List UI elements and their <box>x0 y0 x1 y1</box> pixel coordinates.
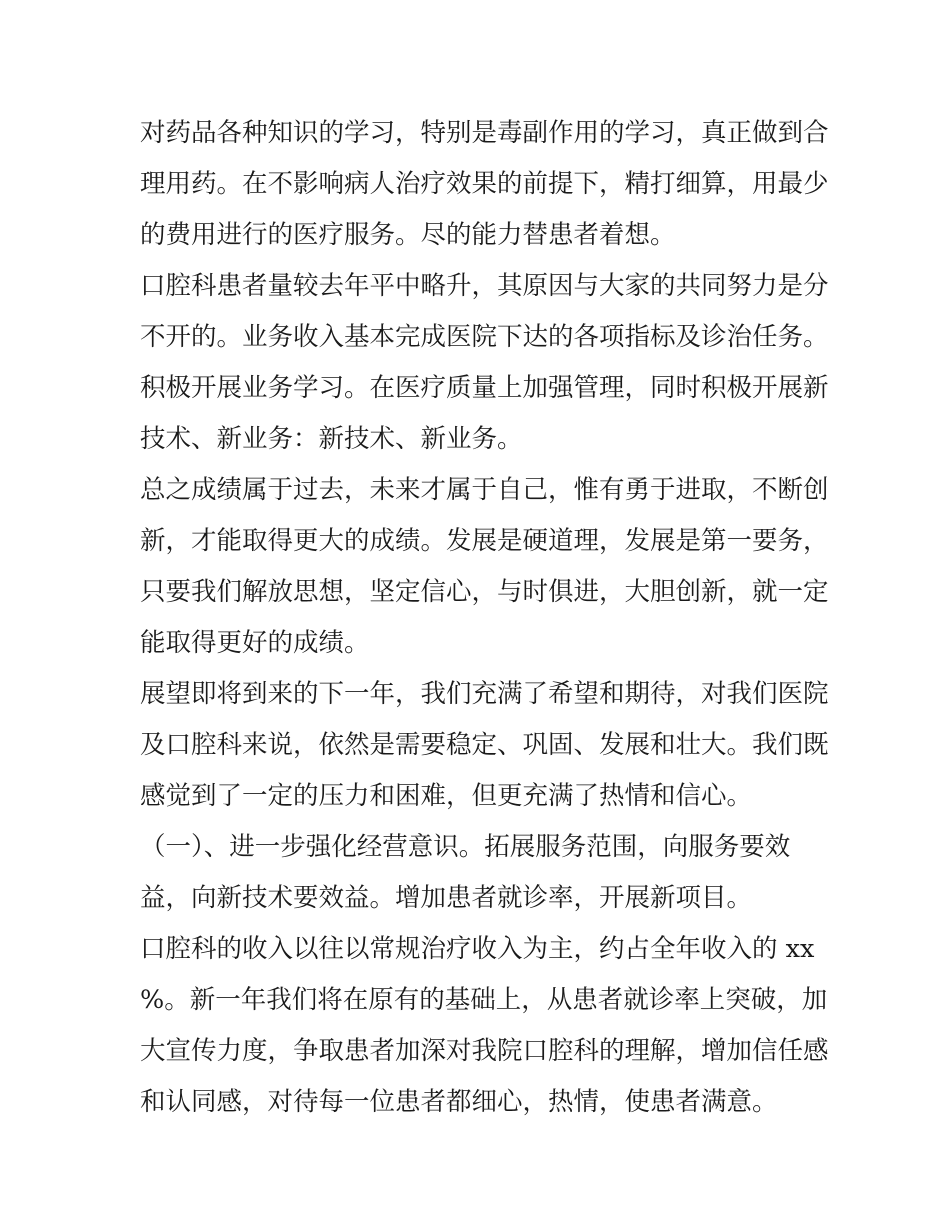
text-line: 只要我们解放思想，坚定信心，与时俱进，大胆创新，就一定 <box>140 577 829 607</box>
document-body <box>140 108 829 1128</box>
text-line: 积极开展业务学习。在医疗质量上加强管理，同时积极开展新 <box>140 373 829 403</box>
text-line: 不开的。业务收入基本完成医院下达的各项指标及诊治任务。 <box>140 322 829 352</box>
text-line: 口腔科患者量较去年平中略升，其原因与大家的共同努力是分 <box>140 271 829 301</box>
text-line: 对药品各种知识的学习，特别是毒副作用的学习，真正做到合 <box>140 118 829 148</box>
text-line: 和认同感，对待每一位患者都细心，热情，使患者满意。 <box>140 1087 778 1117</box>
text-line: 及口腔科来说，依然是需要稳定、巩固、发展和壮大。我们既 <box>140 730 829 760</box>
text-line: 感觉到了一定的压力和困难，但更充满了热情和信心。 <box>140 781 753 811</box>
text-line: （一）、进一步强化经营意识。拓展服务范围，向服务要效 <box>140 832 791 862</box>
text-line: 总之成绩属于过去，未来才属于自己，惟有勇于进取，不断创 <box>140 475 829 505</box>
text-line: 大宣传力度，争取患者加深对我院口腔科的理解，增加信任感 <box>140 1036 829 1066</box>
text-line: 展望即将到来的下一年，我们充满了希望和期待，对我们医院 <box>140 679 829 709</box>
text-line: 技术、新业务：新技术、新业务。 <box>140 424 523 454</box>
text-line: 理用药。在不影响病人治疗效果的前提下，精打细算，用最少 <box>140 169 829 199</box>
text-line: 口腔科的收入以往以常规治疗收入为主，约占全年收入的 xx <box>140 934 815 964</box>
text-line: 新，才能取得更大的成绩。发展是硬道理，发展是第一要务， <box>140 526 829 556</box>
text-line: %。新一年我们将在原有的基础上，从患者就诊率上突破，加 <box>140 985 828 1015</box>
text-line: 的费用进行的医疗服务。尽的能力替患者着想。 <box>140 220 676 250</box>
text-line: 能取得更好的成绩。 <box>140 628 370 658</box>
text-line: 益，向新技术要效益。增加患者就诊率，开展新项目。 <box>140 883 753 913</box>
